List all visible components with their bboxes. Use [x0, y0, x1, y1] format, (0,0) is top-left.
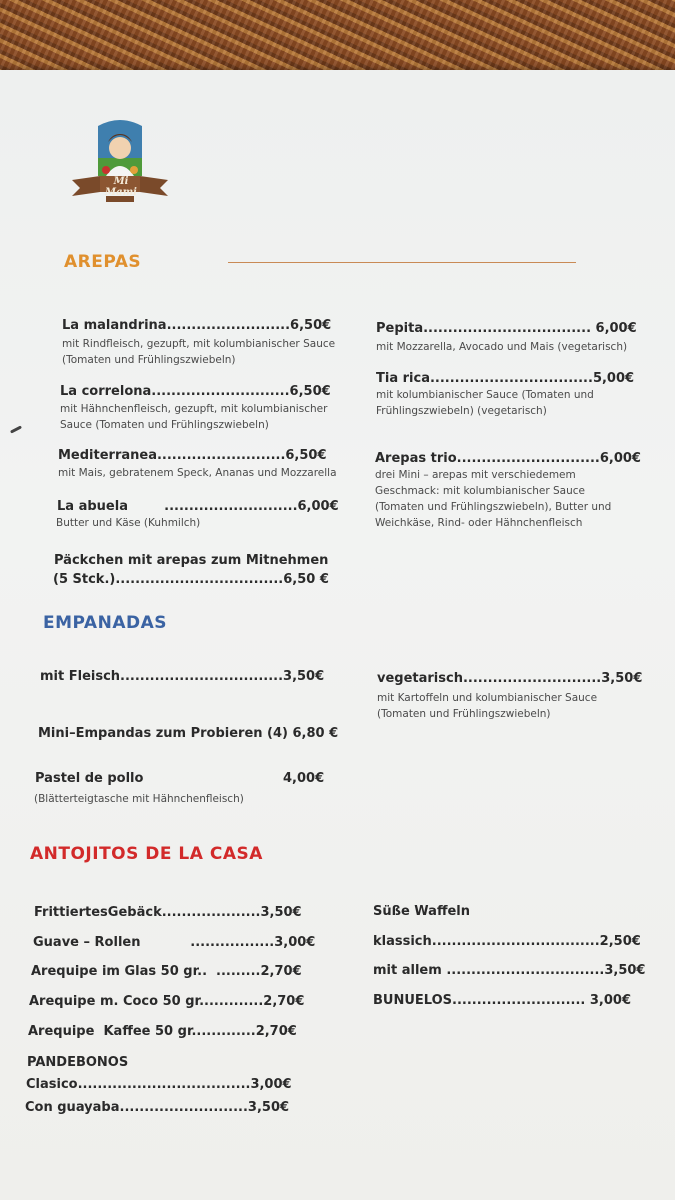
heading-pandebonos: PANDEBONOS [27, 1055, 129, 1070]
heading-suesse-waffeln: Süße Waffeln [373, 904, 471, 919]
item-arequipe-coco: Arequipe m. Coco 50 gr.............2,70€ [29, 994, 305, 1009]
item-paeckchen: Päckchen mit arepas zum Mitnehmen [54, 553, 329, 568]
item-guave-rollen: Guave – Rollen .................3,00€ [33, 935, 316, 950]
item-pastel-de-pollo: Pastel de pollo [35, 771, 144, 786]
item-mit-fleisch: mit Fleisch.................................3,50€ [40, 669, 325, 684]
item-arequipe-glas: Arequipe im Glas 50 gr.. .........2,70€ [31, 964, 302, 979]
section-heading-antojitos: ANTOJITOS DE LA CASA [30, 844, 263, 864]
item-vegetarisch: vegetarisch............................3,50€ [377, 671, 643, 686]
item-mediterranea: Mediterranea..........................6,50€ [58, 448, 327, 463]
section-heading-empanadas: EMPANADAS [43, 613, 167, 633]
item-arepas-trio-desc: drei Mini – arepas mit verschiedemem Geschmack: mit kolumbianischer Sauce (Tomaten und Frühlingszwiebeln), Butter und Weichkäse, Rind- oder Hähnchenfleisch [375, 469, 612, 529]
item-con-guayaba: Con guayaba..........................3,50€ [25, 1100, 290, 1115]
item-mediterranea-desc: mit Mais, gebratenem Speck, Ananas und Mozzarella [58, 467, 337, 479]
wicker-basket-background [0, 0, 675, 80]
item-clasico: Clasico...................................3,00€ [26, 1077, 292, 1092]
section-divider [228, 262, 576, 263]
item-la-malandrina-desc: mit Rindfleisch, gezupft, mit kolumbianischer Sauce (Tomaten und Frühlingszwiebeln) [62, 338, 336, 366]
item-paeckchen-price: (5 Stck.)..................................6,50 € [53, 572, 329, 587]
item-mini-empanadas: Mini–Empandas zum Probieren (4) 6,80 € [38, 726, 339, 741]
section-heading-arepas: AREPAS [64, 252, 142, 272]
item-la-correlona: La correlona............................6,50€ [60, 384, 331, 399]
item-la-correlona-desc: mit Hähnchenfleisch, gezupft, mit kolumbianischer Sauce (Tomaten und Frühlingszwiebeln) [60, 403, 328, 431]
item-la-abuela-desc: Butter und Käse (Kuhmilch) [56, 517, 201, 529]
item-pepita-desc: mit Mozzarella, Avocado und Mais (vegetarisch) [376, 341, 628, 353]
item-pastel-de-pollo-price: 4,00€ [283, 771, 325, 786]
item-frittiertes-gebaeck: FrittiertesGebäck....................3,50€ [34, 905, 302, 920]
item-tia-rica: Tia rica.................................5,00€ [376, 371, 635, 386]
item-arepas-trio: Arepas trio.............................6,00€ [375, 451, 641, 466]
item-bunuelos: BUNUELOS........................... 3,00€ [373, 993, 632, 1008]
item-arequipe-kaffee: Arequipe Kaffee 50 gr.............2,70€ [28, 1024, 297, 1039]
item-pepita: Pepita.................................. 6,00€ [376, 321, 637, 336]
item-tia-rica-desc: mit kolumbianischer Sauce (Tomaten und Frühlingszwiebeln) (vegetarisch) [376, 389, 594, 417]
item-klassich: klassich..................................2,50€ [373, 934, 641, 949]
logo-text: Mi Mami [105, 176, 137, 198]
item-vegetarisch-desc: mit Kartoffeln und kolumbianischer Sauce (Tomaten und Frühlingszwiebeln) [377, 692, 598, 720]
item-pastel-de-pollo-desc: (Blätterteigtasche mit Hähnchenfleisch) [34, 793, 244, 805]
item-la-malandrina: La malandrina.........................6,50€ [62, 318, 332, 333]
item-la-abuela: La abuela ...........................6,00€ [57, 499, 339, 514]
item-mit-allem: mit allem ................................3,50€ [373, 963, 646, 978]
